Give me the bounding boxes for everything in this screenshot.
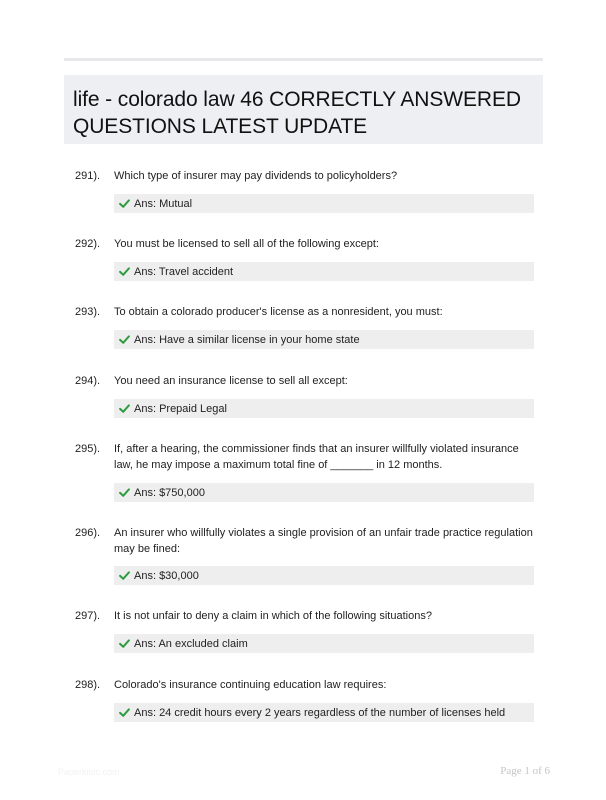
- question-text: It is not unfair to deny a claim in which of the following situations?: [114, 610, 432, 622]
- check-icon: [119, 334, 130, 345]
- answer-box: [114, 262, 534, 281]
- footer-watermark: Paperkibic.com: [58, 767, 120, 777]
- question-number: 291).: [75, 170, 101, 182]
- question-number: 294).: [75, 375, 101, 387]
- page-number: Page 1 of 6: [500, 765, 550, 777]
- question-number: 292).: [75, 238, 101, 250]
- check-icon: [119, 266, 130, 277]
- answer-box: [114, 399, 534, 418]
- answer-box: [114, 483, 534, 502]
- check-icon: [119, 198, 130, 209]
- answer-text: Ans: $750,000: [134, 486, 205, 499]
- answer-text: Ans: Travel accident: [134, 265, 234, 278]
- page-title: life - colorado law 46 CORRECTLY ANSWERED QUESTIONS LATEST UPDATE: [73, 88, 521, 138]
- question-text: You need an insurance license to sell all except:: [114, 375, 348, 387]
- question-number: 293).: [75, 306, 101, 318]
- check-icon: [119, 487, 130, 498]
- answer-box: [114, 194, 534, 213]
- question-number: 296).: [75, 527, 101, 539]
- check-icon: [119, 570, 130, 581]
- answer-text: Ans: 24 credit hours every 2 years regardless of the number of licenses held: [134, 706, 506, 719]
- question-text: To obtain a colorado producer's license as a nonresident, you must:: [114, 306, 443, 318]
- answer-text: Ans: An excluded claim: [134, 637, 248, 650]
- question-number: 297).: [75, 610, 101, 622]
- answer-box: [114, 566, 534, 585]
- question-number: 295).: [75, 443, 101, 455]
- question-text: You must be licensed to sell all of the following except:: [114, 238, 379, 250]
- check-icon: [119, 707, 130, 718]
- answer-text: Ans: Mutual: [134, 197, 193, 210]
- question-text: An insurer who willfully violates a single provision of an unfair trade practice regulation may be fined:: [114, 527, 533, 555]
- answer-box: [114, 634, 534, 653]
- answer-box: [114, 703, 534, 722]
- answer-text: Ans: Have a similar license in your home state: [134, 333, 360, 346]
- answer-text: Ans: $30,000: [134, 569, 199, 582]
- question-text: Colorado's insurance continuing education law requires:: [114, 679, 387, 691]
- answer-text: Ans: Prepaid Legal: [134, 402, 227, 415]
- check-icon: [119, 403, 130, 414]
- answer-box: [114, 330, 534, 349]
- question-number: 298).: [75, 679, 101, 691]
- question-text: Which type of insurer may pay dividends to policyholders?: [114, 170, 398, 182]
- check-icon: [119, 638, 130, 649]
- question-text: If, after a hearing, the commissioner finds that an insurer willfully violated insurance law, he may impose a maximum total fine of _______ in 12 months.: [114, 443, 519, 471]
